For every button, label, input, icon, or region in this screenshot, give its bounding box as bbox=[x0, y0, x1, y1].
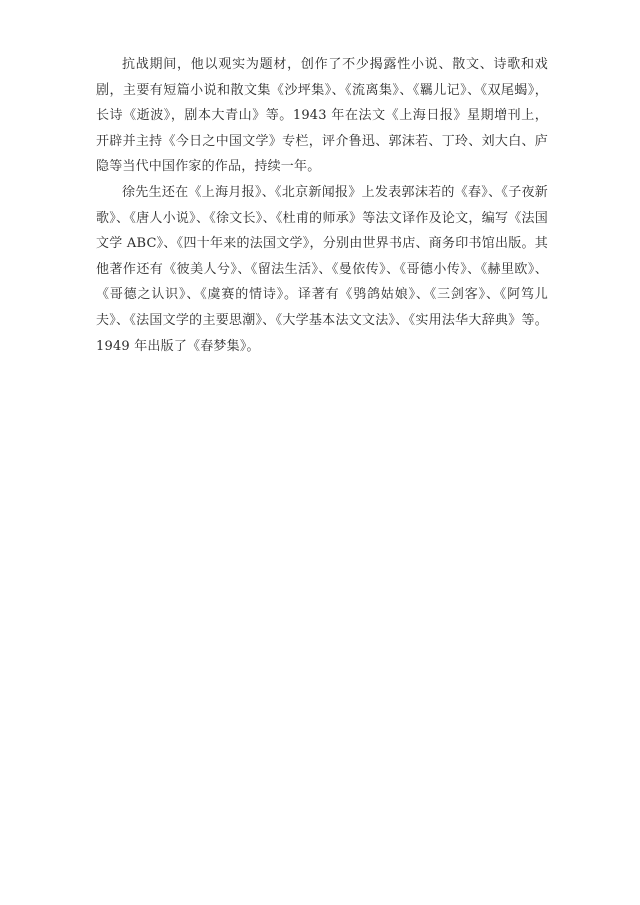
document-body bbox=[96, 52, 548, 359]
paragraph-wartime-works: 抗战期间，他以观实为题材，创作了不少揭露性小说、散文、诗歌和戏剧，主要有短篇小说和散文集《沙坪集》、《流离集》、《羈儿记》、《双尾蝎》，长诗《逝波》，剧本大青山》等。1943 年在法文《上海日报》星期增刊上，开辟并主持《今日之中国文学》专栏，评介鲁迅、郭沫若、丁玲、刘大白、庐隐等当代中国作家的作品，持续一年。 bbox=[96, 57, 548, 175]
paragraph-translations-and-works: 徐先生还在《上海月报》、《北京新闻报》上发表郭沫若的《春》、《子夜新歌》、《唐人小说》、《徐文长》、《杜甫的师承》等法文译作及论文，编写《法国文学 ABC》、《四十年来的法国文学》，分别由世界书店、商务印书馆出版。其他著作还有《彼美人兮》、《留法生活》、《曼依传》、《哥德小传》、《赫里欧》、《哥德之认识》、《虞赛的情诗》。译著有《鸮鸽姑娘》、《三剑客》、《阿笃儿夫》、《法国文学的主要思潮》、《大学基本法文文法》、《实用法华大辞典》等。1949 年出版了《春梦集》。 bbox=[96, 184, 548, 354]
